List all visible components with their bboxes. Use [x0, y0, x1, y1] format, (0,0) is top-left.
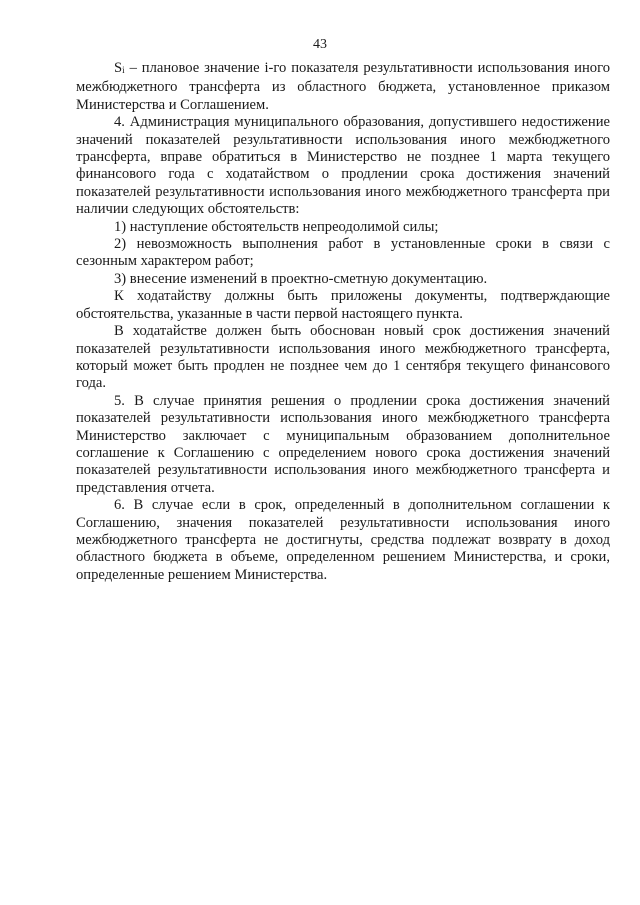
variable-s-subscript: i [122, 65, 125, 75]
paragraph-item-1: 1) наступление обстоятельств непреодолимой силы; [114, 218, 439, 235]
paragraph-s-definition [76, 60, 610, 114]
page-number: 43 [313, 37, 327, 52]
paragraph-justification: В ходатайстве должен быть обоснован новый срок достижения значений показателей результативности использования иного межбюджетного трансферта, который может быть продлен не позднее чем до 1 сентября текущего финансового года. [76, 323, 610, 392]
paragraph-item-3: 3) внесение изменений в проектно-сметную документацию. [114, 270, 488, 287]
paragraph-clause-4: 4. Администрация муниципального образования, допустившего недостижение значений показателей результативности использования иного межбюджетного трансферта, вправе обратиться в Министерство не позднее 1 марта текущего финансового года с ходатайством о продлении срока достижения значений показателей результативности использования иного межбюджетного трансферта при наличии следующих обстоятельств: [76, 114, 610, 218]
paragraph-text: – плановое значение i-го показателя результативности использования иного межбюджетного трансферта из областного бюджета, установленное приказом Министерства и Соглашением. [76, 60, 610, 113]
paragraph-item-2: 2) невозможность выполнения работ в установленные сроки в связи с сезонным характером работ; [76, 236, 610, 270]
paragraph-clause-5: 5. В случае принятия решения о продлении срока достижения значений показателей результативности использования иного межбюджетного трансферта Министерство заключает с муниципальным образованием дополнительное соглашение к Соглашению с определением нового срока достижения значений показателей результативности использования иного межбюджетного трансферта и представления отчета. [76, 392, 610, 496]
document-body [76, 60, 610, 584]
variable-s: S [114, 60, 123, 76]
paragraph-clause-6: 6. В случае если в срок, определенный в дополнительном соглашении к Соглашению, значения показателей результативности использования иного межбюджетного трансферта не достигнуты, средства подлежат возврату в доход областного бюджета в объеме, определенном решением Министерства, и сроки, определенные решением Министерства. [76, 497, 610, 583]
paragraph-attachments: К ходатайству должны быть приложены документы, подтверждающие обстоятельства, указанные в части первой настоящего пункта. [76, 288, 610, 322]
